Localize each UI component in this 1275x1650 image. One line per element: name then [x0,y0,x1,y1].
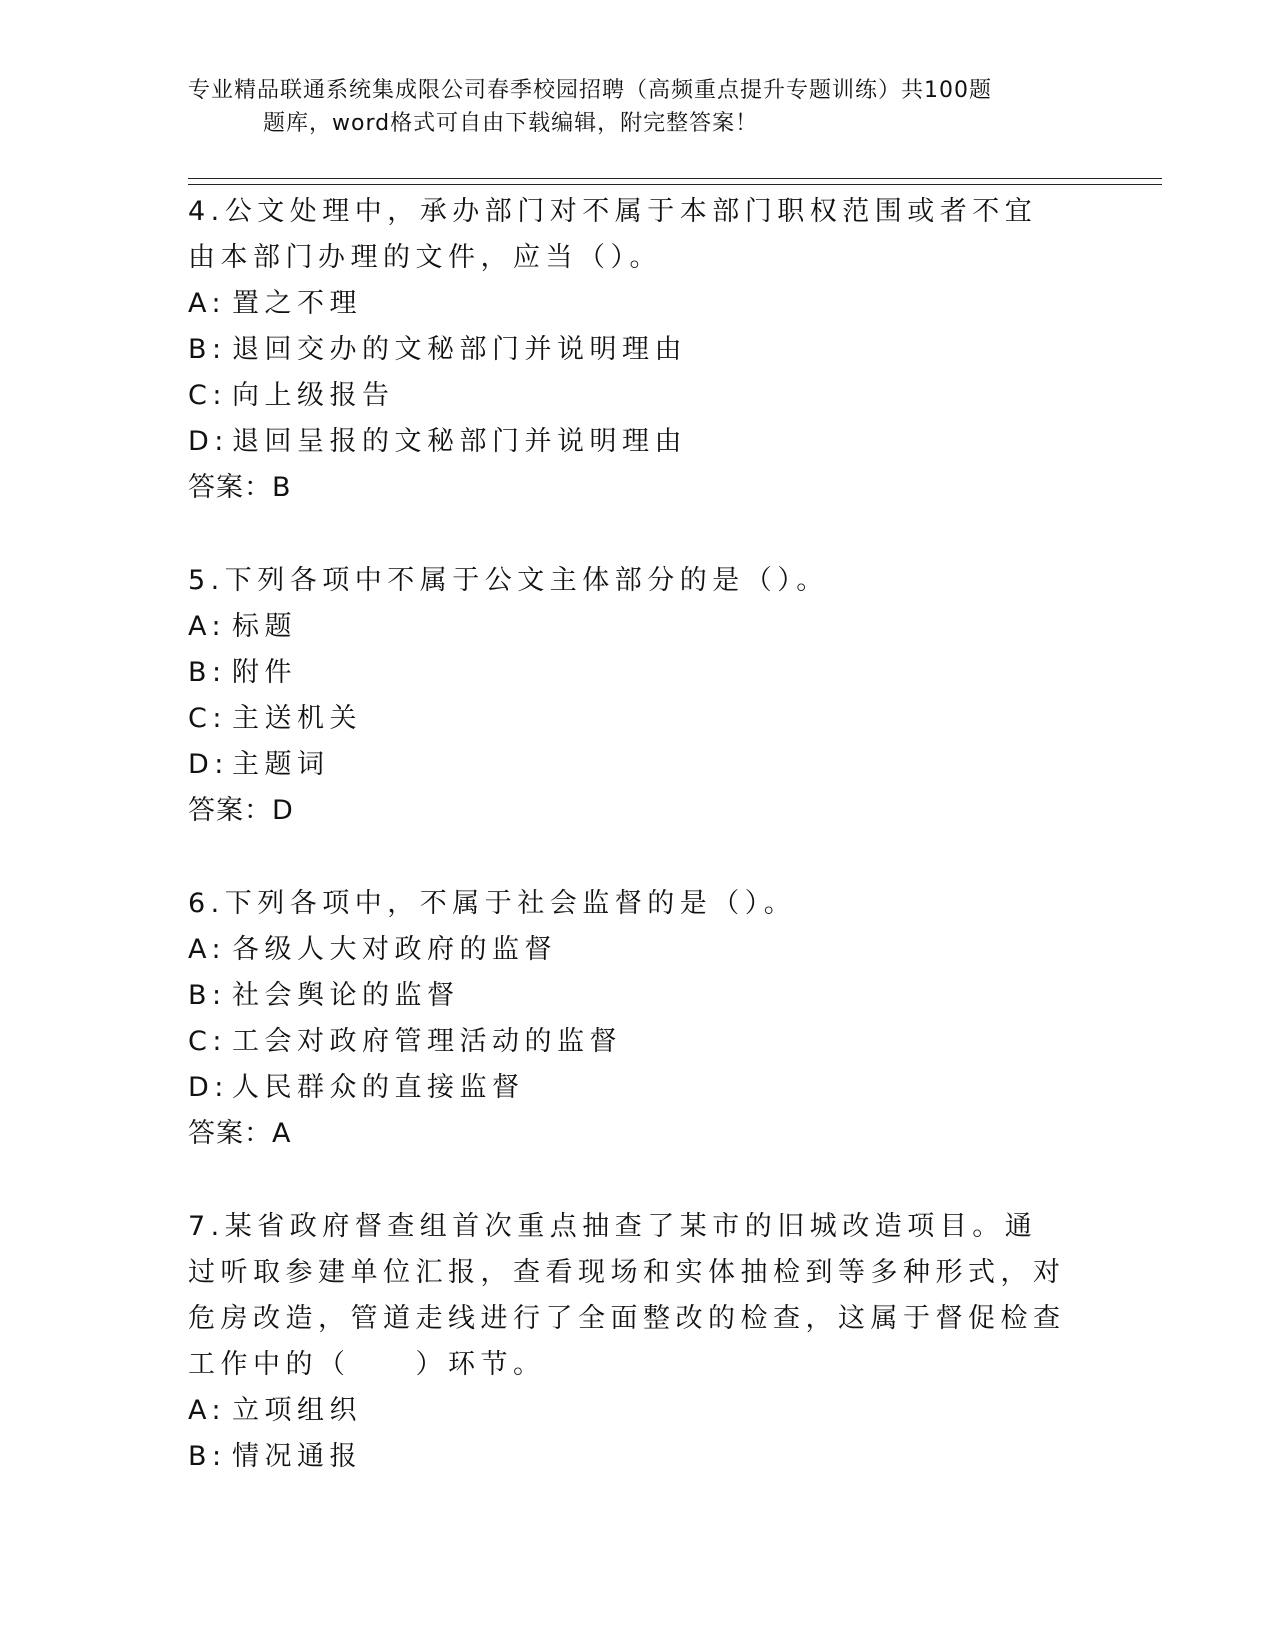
option-b [188,650,1068,696]
header-divider-top [188,178,1162,179]
option-key: B: [188,657,227,688]
answer-line: 答案：B [188,472,292,503]
option-c [188,373,1068,419]
option-key: A: [188,611,227,642]
header-line-1: 专业精品联通系统集成限公司春季校园招聘（高频重点提升专题训练）共100题 [188,78,992,103]
option-b [188,1434,1068,1480]
option-text: 主题词 [232,749,330,780]
header-line-2: 题库，word格式可自由下载编辑，附完整答案！ [263,111,759,136]
question-item [188,1204,1068,1480]
document-header [188,74,1068,140]
option-text: 各级人大对政府的监督 [232,934,557,965]
option-key: D: [188,749,229,780]
option-key: A: [188,288,227,319]
question-text: 5.下列各项中不属于公文主体部分的是（）。 [188,565,829,596]
option-c [188,696,1068,742]
option-b [188,973,1068,1019]
option-text: 社会舆论的监督 [232,980,460,1011]
option-b [188,327,1068,373]
question-text: 4.公文处理中，承办部门对不属于本部门职权范围或者不宜由本部门办理的文件，应当（）。 [188,196,1038,273]
option-text: 标题 [232,611,297,642]
option-key: B: [188,1441,227,1472]
option-text: 退回呈报的文秘部门并说明理由 [232,426,687,457]
question-item [188,558,1068,834]
option-key: C: [188,703,227,734]
option-c [188,1019,1068,1065]
option-key: D: [188,1072,229,1103]
option-text: 立项组织 [232,1395,362,1426]
answer-line: 答案：D [188,795,294,826]
option-key: D: [188,426,229,457]
option-text: 置之不理 [232,288,362,319]
header-divider-bottom [188,184,1162,185]
question-list [188,189,1068,1527]
question-text: 6.下列各项中，不属于社会监督的是（）。 [188,888,797,919]
question-item [188,881,1068,1157]
option-key: C: [188,1026,227,1057]
option-a [188,604,1068,650]
question-text: 7.某省政府督查组首次重点抽查了某市的旧城改造项目。通过听取参建单位汇报，查看现场和实体抽检到等多种形式，对危房改造，管道走线进行了全面整改的检查，这属于督促检查工作中的（ ）环节。 [188,1211,1066,1380]
question-item [188,189,1068,511]
option-key: A: [188,1395,227,1426]
option-d [188,742,1068,788]
option-key: C: [188,380,227,411]
option-text: 主送机关 [232,703,362,734]
option-d [188,1065,1068,1111]
option-text: 人民群众的直接监督 [232,1072,525,1103]
option-text: 退回交办的文秘部门并说明理由 [232,334,687,365]
option-a [188,281,1068,327]
option-a [188,1388,1068,1434]
answer-line: 答案：A [188,1118,292,1149]
option-text: 向上级报告 [232,380,395,411]
option-a [188,927,1068,973]
option-text: 情况通报 [232,1441,362,1472]
option-d [188,419,1068,465]
option-text: 工会对政府管理活动的监督 [232,1026,622,1057]
option-key: B: [188,980,227,1011]
option-text: 附件 [232,657,297,688]
option-key: B: [188,334,227,365]
option-key: A: [188,934,227,965]
